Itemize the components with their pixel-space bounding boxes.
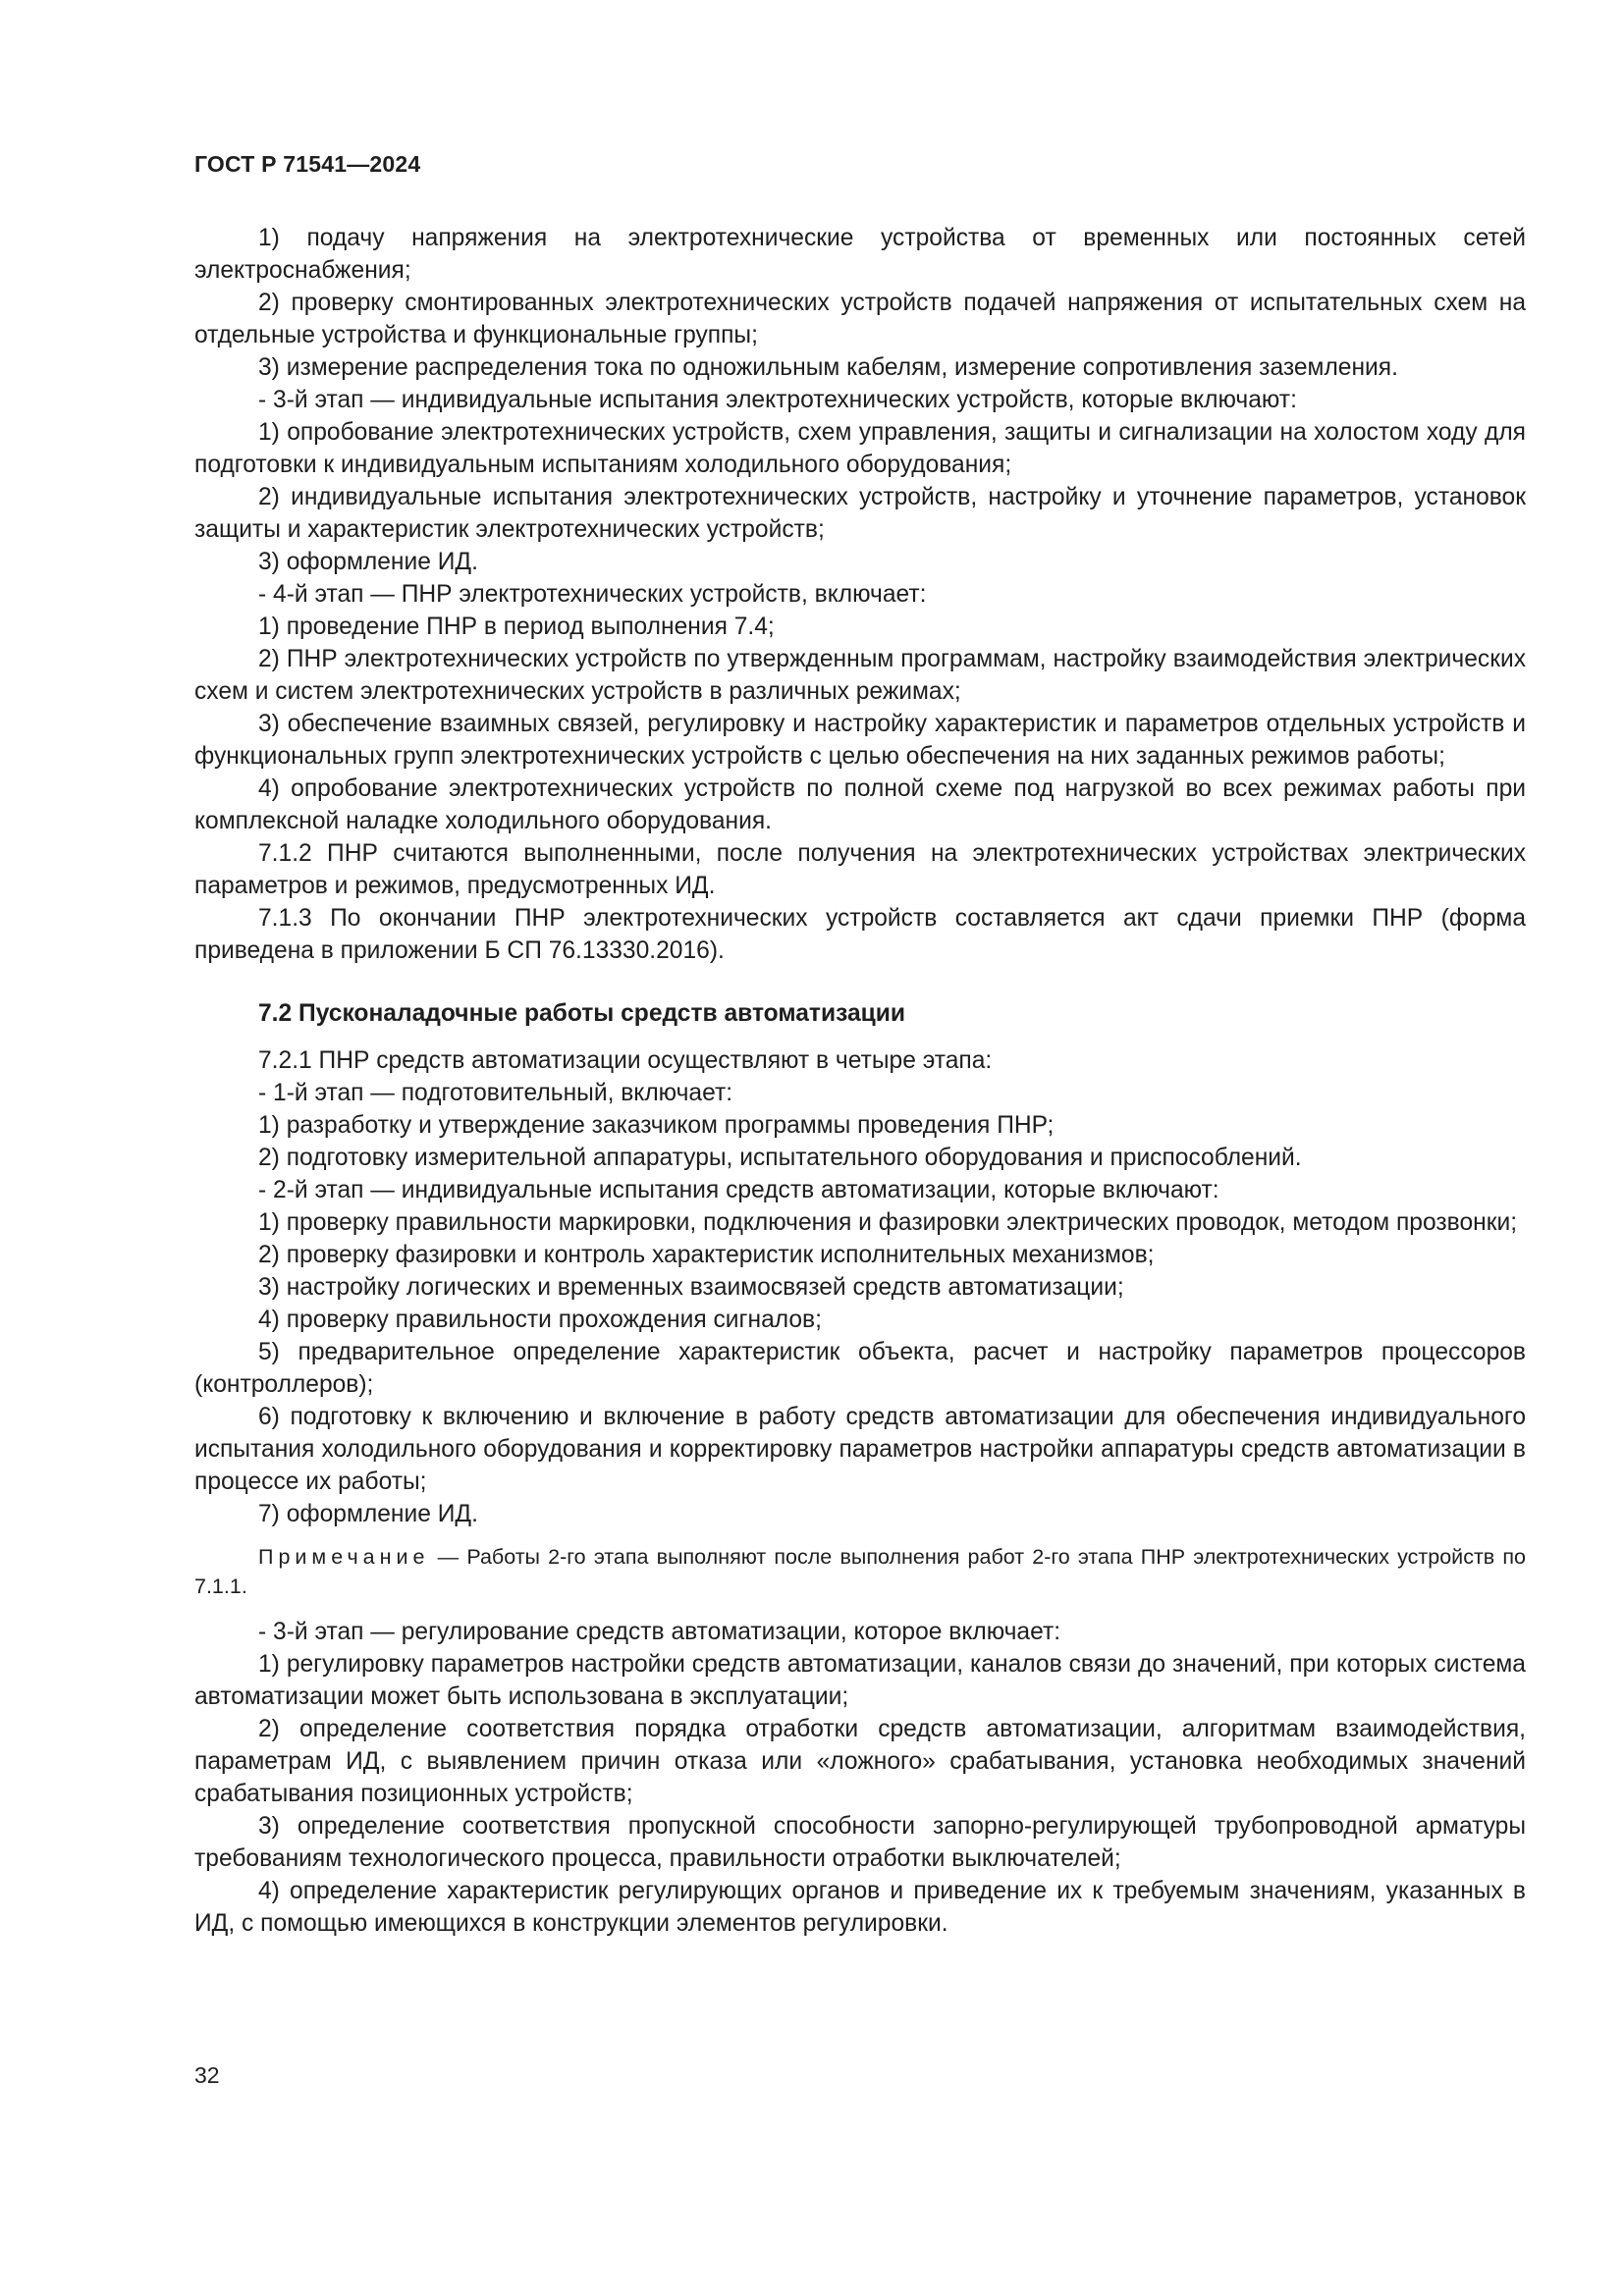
stage-item: - 4-й этап — ПНР электротехнических устройств, включает: [258,581,927,608]
document-body [194,222,1526,1940]
paragraph: 1) разработку и утверждение заказчиком программы проведения ПНР; [258,1112,1055,1139]
paragraph: 1) регулировку параметров настройки средств автоматизации, каналов связи до значений, при которых система автоматизации может быть использована в эксплуатации; [194,1651,1526,1710]
paragraph: 2) определение соответствия порядка отработки средств автоматизации, алгоритмам взаимодействия, параметрам ИД, с выявлением причин отказа или «ложного» срабатывания, установка необходимых значений срабатывания позиционных устройств; [194,1716,1526,1807]
paragraph: 5) предварительное определение характеристик объекта, расчет и настройку параметров процессоров (контроллеров); [194,1339,1526,1398]
paragraph: 4) опробование электротехнических устройств по полной схеме под нагрузкой во всех режимах работы при комплексной наладке холодильного оборудования. [194,775,1526,834]
paragraph: 3) обеспечение взаимных связей, регулировку и настройку характеристик и параметров отдельных устройств и функциональных групп электротехнических устройств с целью обеспечения на них заданных режимов работы; [194,711,1526,770]
stage-item: - 3-й этап — индивидуальные испытания электротехнических устройств, которые включают: [258,387,1297,413]
paragraph: 2) индивидуальные испытания электротехнических устройств, настройку и уточнение параметров, установок защиты и характеристик электротехнических устройств; [194,484,1526,543]
page-number: 32 [194,2062,220,2088]
paragraph: 1) проведение ПНР в период выполнения 7.4; [258,614,775,640]
section-7-1-continuation [194,222,1526,967]
paragraph: 1) опробование электротехнических устройств, схем управления, защиты и сигнализации на холостом ходу для подготовки к индивидуальным испытаниям холодильного оборудования; [194,419,1526,478]
paragraph: 3) определение соответствия пропускной способности запорно-регулирующей трубопроводной арматуры требованиям технологического процесса, правильности отработки выключателей; [194,1813,1526,1872]
paragraph: 3) оформление ИД. [258,549,478,575]
paragraph: 1) подачу напряжения на электротехнические устройства от временных или постоянных сетей электроснабжения; [194,225,1526,284]
clause-7-1-2: 7.1.2 ПНР считаются выполненными, после получения на электротехнических устройствах электрических параметров и режимов, предусмотренных ИД. [194,840,1526,899]
section-heading-7-2: 7.2 Пусконаладочные работы средств автоматизации [258,1000,906,1027]
note-text: — Работы 2-го этапа выполняют после выполнения работ 2-го этапа ПНР электротехнических устройств по 7.1.1. [194,1545,1526,1598]
paragraph: 4) проверку правильности прохождения сигналов; [258,1307,822,1333]
stage-item: - 1-й этап — подготовительный, включает: [258,1080,733,1106]
stage-item: - 3-й этап — регулирование средств автоматизации, которое включает: [258,1619,1061,1645]
paragraph: 7) оформление ИД. [258,1501,478,1527]
paragraph: 3) измерение распределения тока по одножильным кабелям, измерение сопротивления заземления. [258,354,1398,381]
note [194,1542,1526,1601]
stage-item: - 2-й этап — индивидуальные испытания средств автоматизации, которые включают: [258,1177,1219,1203]
paragraph: 2) проверку смонтированных электротехнических устройств подачей напряжения от испытательных схем на отдельные устройства и функциональные группы; [194,290,1526,348]
paragraph: 4) определение характеристик регулирующих органов и приведение их к требуемым значениям, указанных в ИД, с помощью имеющихся в конструкции элементов регулировки. [194,1878,1526,1937]
standard-designation: ГОСТ Р 71541—2024 [194,151,421,177]
clause-7-2-1: 7.2.1 ПНР средств автоматизации осуществляют в четыре этапа: [258,1047,993,1074]
paragraph: 2) ПНР электротехнических устройств по утвержденным программам, настройку взаимодействия электрических схем и систем электротехнических устройств в различных режимах; [194,646,1526,705]
paragraph: 6) подготовку к включению и включение в работу средств автоматизации для обеспечения индивидуального испытания холодильного оборудования и корректировку параметров настройки аппаратуры средств автоматизации в процессе их работы; [194,1404,1526,1495]
paragraph: 2) проверку фазировки и контроль характеристик исполнительных механизмов; [258,1242,1155,1268]
note-label: Примечание [258,1545,430,1569]
paragraph: 1) проверку правильности маркировки, подключения и фазировки электрических проводок, методом прозвонки; [258,1209,1518,1236]
paragraph: 2) подготовку измерительной аппаратуры, испытательного оборудования и приспособлений. [258,1145,1302,1171]
section-7-2 [194,1044,1526,1940]
paragraph: 3) настройку логических и временных взаимосвязей средств автоматизации; [258,1274,1124,1301]
clause-7-1-3: 7.1.3 По окончании ПНР электротехнических устройств составляется акт сдачи приемки ПНР (форма приведена в приложении Б СП 76.13330.2016). [194,905,1526,964]
